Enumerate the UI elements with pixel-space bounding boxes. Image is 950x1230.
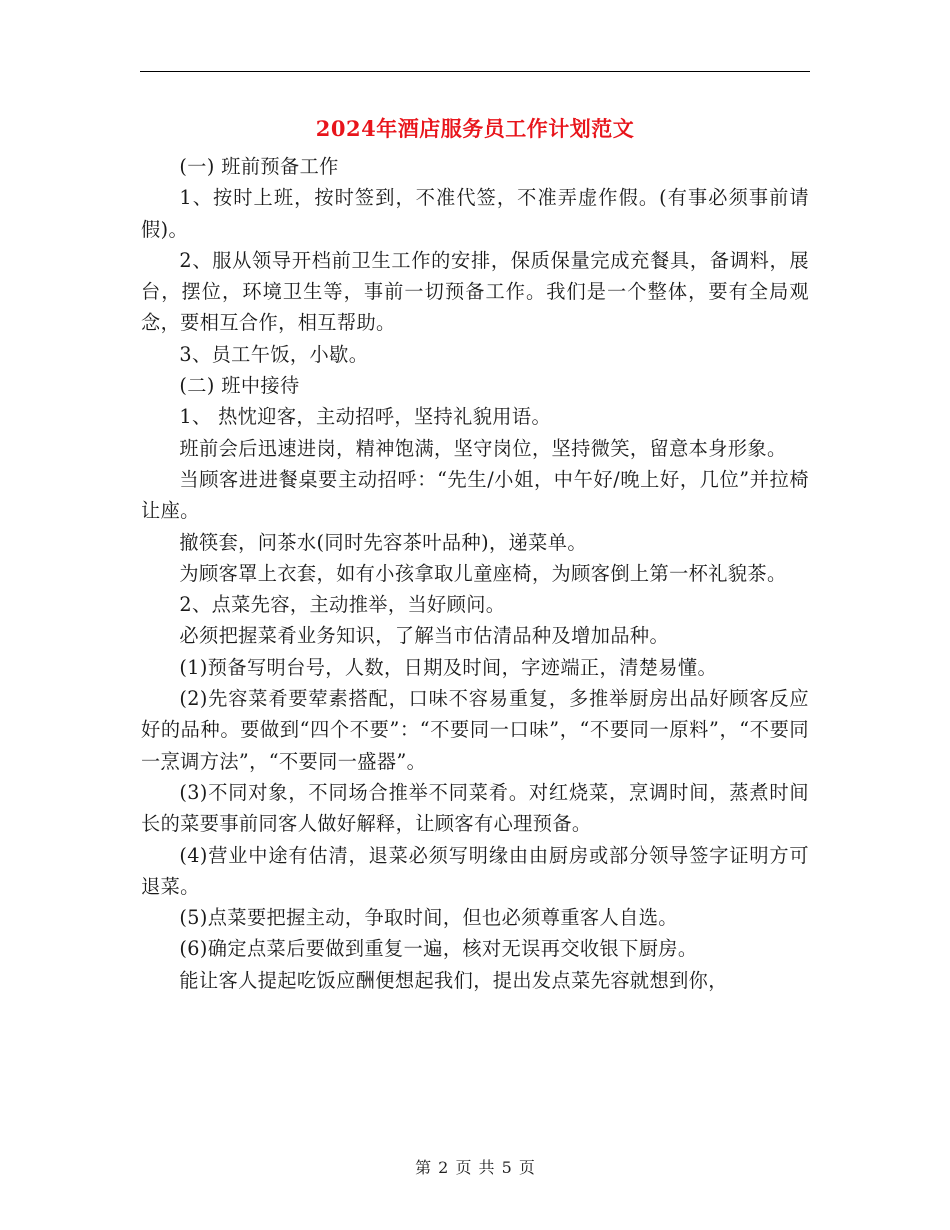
paragraph: 为顾客罩上衣套，如有小孩拿取儿童座椅，为顾客倒上第一杯礼貌茶。 [179,561,787,585]
paragraph: (6)确定点菜后要做到重复一遍，核对无误再交收银下厨房。 [179,937,698,961]
paragraph: (3)不同对象，不同场合推举不同菜肴。对红烧菜，烹调时间，蒸煮时间长的菜要事前同客人做好解释，让顾客有心理预备。 [141,780,809,836]
paragraph: 能让客人提起吃饭应酬便想起我们，提出发点菜先容就想到你， [179,968,728,992]
paragraph: 1、 热忱迎客，主动招呼，坚持礼貌用语。 [179,405,552,429]
document-title: 2024年酒店服务员工作计划范文 [315,116,635,141]
paragraph: (5)点菜要把握主动，争取时间，但也必须尊重客人自选。 [179,906,678,930]
paragraph: 撤筷套，问茶水(同时先容茶叶品种)，递菜单。 [179,530,587,554]
document-body [141,151,809,996]
paragraph: 2、服从领导开档前卫生工作的安排，保质保量完成充餐具，备调料，展台，摆位，环境卫生等，事前一切预备工作。我们是一个整体，要有全局观念，要相互合作，相互帮助。 [141,248,809,335]
paragraph: 必须把握菜肴业务知识，了解当市估清品种及增加品种。 [179,624,670,648]
paragraph: (一) 班前预备工作 [179,155,339,178]
paragraph: 当顾客进进餐桌要主动招呼：“先生/小姐，中午好/晚上好，几位”并拉椅让座。 [141,467,809,523]
paragraph: (二) 班中接待 [179,374,300,398]
paragraph: (1)预备写明台号，人数，日期及时间，字迹端正，清楚易懂。 [179,655,718,679]
header-rule [140,71,810,72]
paragraph: (4)营业中途有估清，退菜必须写明缘由由厨房或部分领导签字证明方可退菜。 [141,843,809,898]
paragraph: (2)先容菜肴要荤素搭配，口味不容易重复，多推举厨房出品好顾客反应好的品种。要做到“四个不要”：“不要同一口味”，“不要同一原料”，“不要同一烹调方法”，“不要同一盛器”。 [141,687,809,773]
page-footer: 第 2 页 共 5 页 [415,1158,535,1177]
paragraph: 班前会后迅速进岗，精神饱满，坚守岗位，坚持微笑，留意本身形象。 [179,436,787,460]
paragraph: 3、员工午饭，小歇。 [179,342,369,366]
paragraph: 1、按时上班，按时签到，不准代签，不准弄虚作假。(有事必须事前请假)。 [141,186,809,241]
paragraph: 2、点菜先容，主动推举，当好顾问。 [179,593,506,617]
